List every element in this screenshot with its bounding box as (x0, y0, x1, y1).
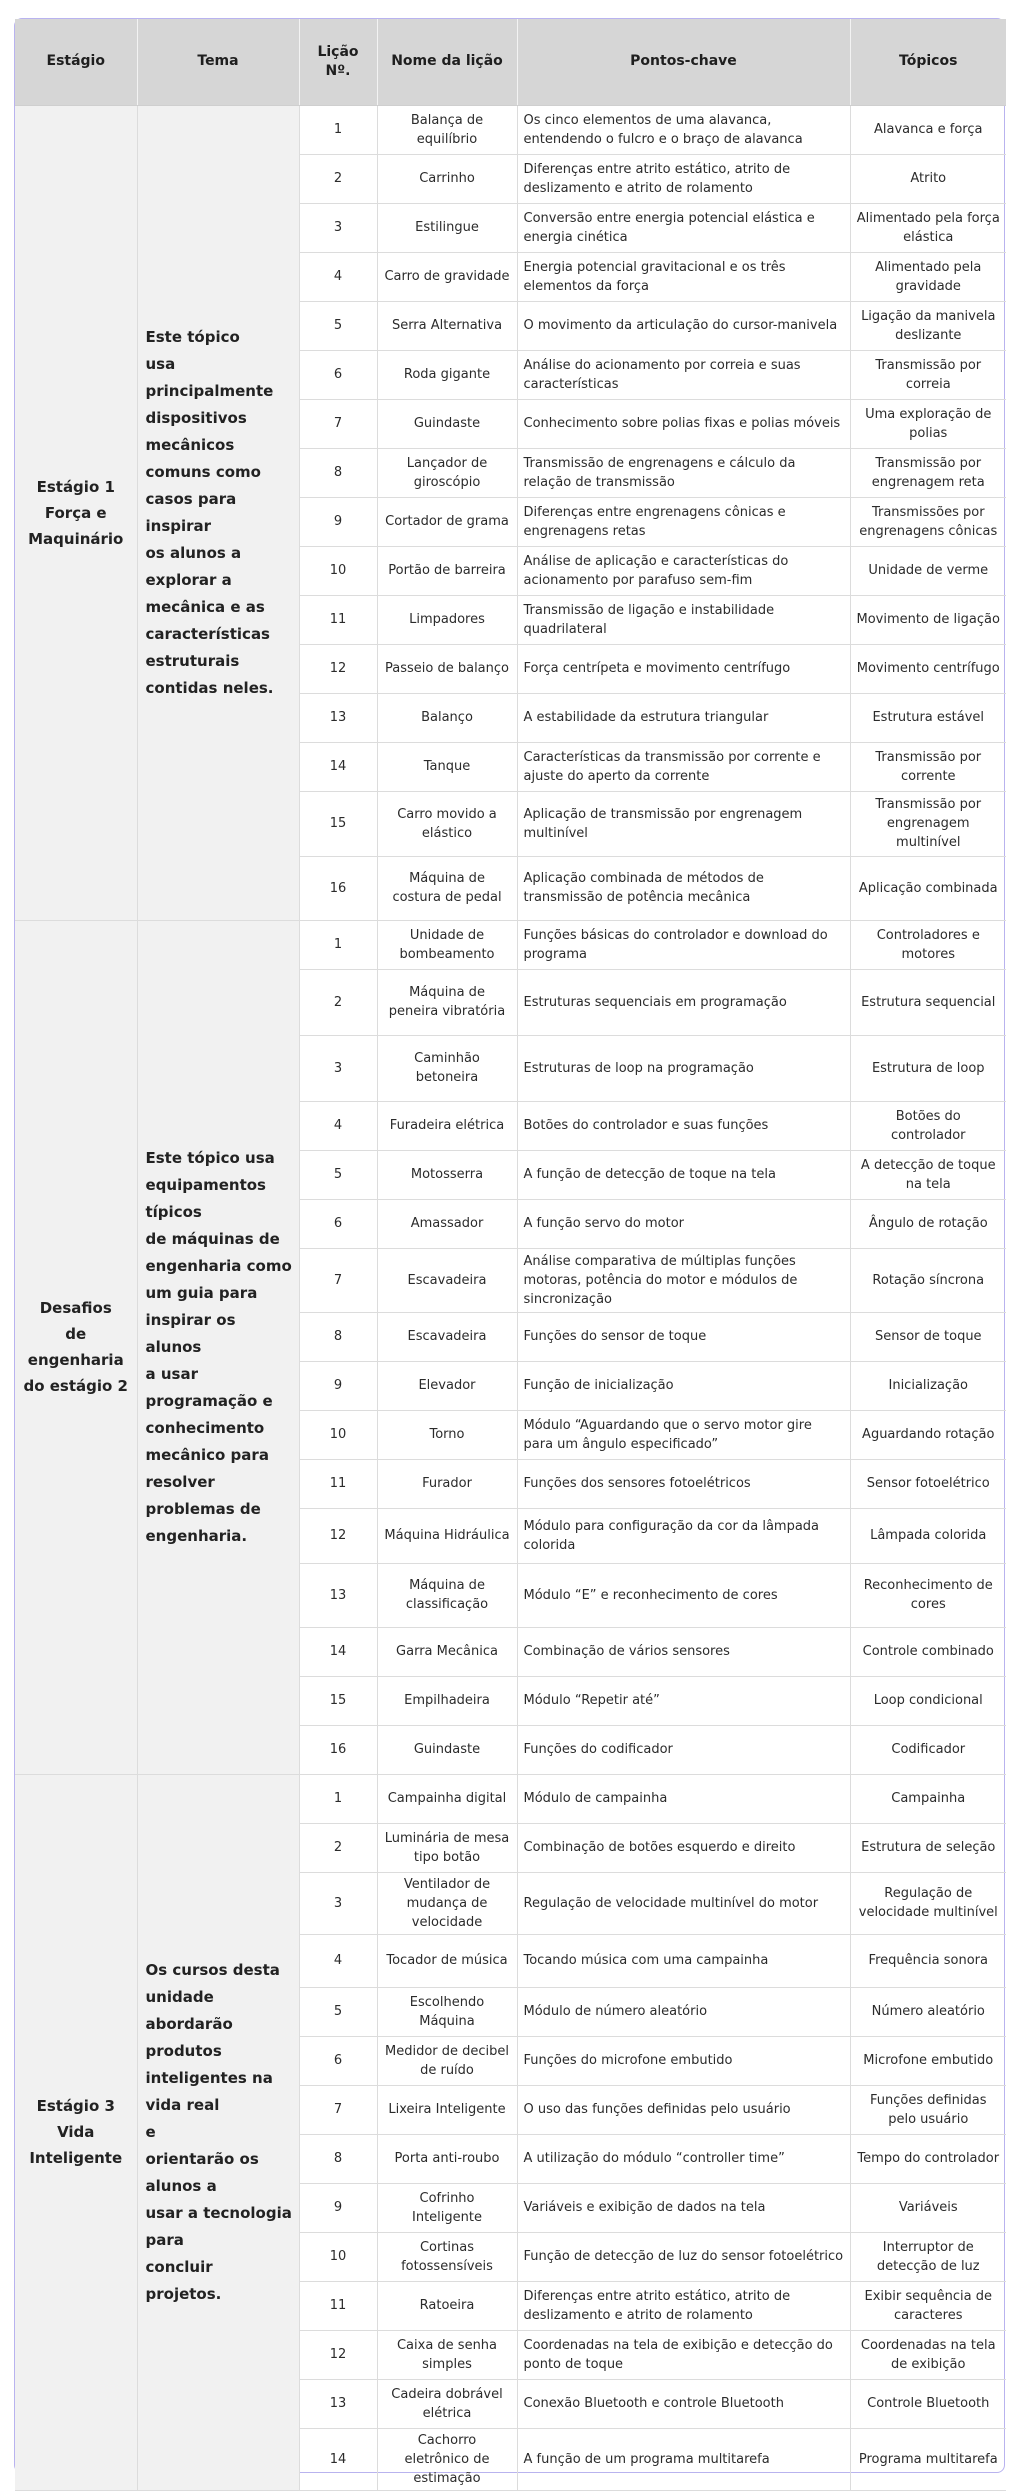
lesson-name: Máquina Hidráulica (377, 1508, 517, 1563)
lesson-number: 7 (299, 2085, 377, 2134)
lesson-number: 6 (299, 1199, 377, 1248)
lesson-key-points: Módulo “Aguardando que o servo motor gire para um ângulo especificado” (517, 1410, 850, 1459)
lesson-topic: Aplicação combinada (850, 856, 1006, 920)
lesson-name: Garra Mecânica (377, 1627, 517, 1676)
lesson-topic: Transmissão por engrenagem multinível (850, 791, 1006, 856)
lesson-name: Tanque (377, 742, 517, 791)
stage-theme: Os cursos desta unidade abordarão produtos inteligentes na vida real e orientarão os alunos a usar a tecnologia para concluir projetos. (137, 1774, 299, 2490)
lesson-number: 15 (299, 1676, 377, 1725)
lesson-key-points: Estruturas de loop na programação (517, 1035, 850, 1101)
lesson-name: Cachorro eletrônico de estimação (377, 2428, 517, 2490)
lesson-number: 13 (299, 693, 377, 742)
lesson-key-points: Tocando música com uma campainha (517, 1934, 850, 1987)
lesson-name: Carro movido a elástico (377, 791, 517, 856)
lesson-number: 2 (299, 1823, 377, 1872)
lesson-number: 11 (299, 595, 377, 644)
lesson-key-points: Módulo “Repetir até” (517, 1676, 850, 1725)
lesson-name: Cadeira dobrável elétrica (377, 2379, 517, 2428)
lesson-number: 1 (299, 105, 377, 154)
header-stage: Estágio (15, 19, 137, 105)
lesson-name: Medidor de decibel de ruído (377, 2036, 517, 2085)
lesson-key-points: Energia potencial gravitacional e os três elementos da força (517, 252, 850, 301)
lesson-topic: Inicialização (850, 1361, 1006, 1410)
lesson-name: Serra Alternativa (377, 301, 517, 350)
lesson-key-points: Funções básicas do controlador e download do programa (517, 920, 850, 969)
lesson-key-points: Aplicação combinada de métodos de transmissão de potência mecânica (517, 856, 850, 920)
lesson-topic: Alavanca e força (850, 105, 1006, 154)
header-key-points: Pontos-chave (517, 19, 850, 105)
lesson-topic: Número aleatório (850, 1987, 1006, 2036)
lesson-key-points: Variáveis e exibição de dados na tela (517, 2183, 850, 2232)
lesson-number: 5 (299, 1987, 377, 2036)
lesson-name: Luminária de mesa tipo botão (377, 1823, 517, 1872)
curriculum-table-frame (14, 18, 1005, 2486)
lesson-topic: Regulação de velocidade multinível (850, 1872, 1006, 1934)
lesson-number: 13 (299, 1563, 377, 1627)
lesson-key-points: Função de inicialização (517, 1361, 850, 1410)
stage-name: Estágio 3 Vida Inteligente (15, 1774, 137, 2490)
table-row (15, 1774, 1006, 1823)
lesson-topic: Codificador (850, 1725, 1006, 1774)
lesson-key-points: Botões do controlador e suas funções (517, 1101, 850, 1150)
header-lesson-number: Lição Nº. (299, 19, 377, 105)
lesson-name: Guindaste (377, 1725, 517, 1774)
lesson-number: 16 (299, 1725, 377, 1774)
lesson-number: 2 (299, 154, 377, 203)
lesson-name: Passeio de balanço (377, 644, 517, 693)
lesson-name: Cofrinho Inteligente (377, 2183, 517, 2232)
lesson-number: 10 (299, 1410, 377, 1459)
lesson-name: Máquina de classificação (377, 1563, 517, 1627)
lesson-key-points: Análise comparativa de múltiplas funções motoras, potência do motor e módulos de sincronização (517, 1248, 850, 1312)
lesson-topic: Interruptor de detecção de luz (850, 2232, 1006, 2281)
lesson-key-points: Diferenças entre engrenagens cônicas e engrenagens retas (517, 497, 850, 546)
lesson-key-points: Função de detecção de luz do sensor fotoelétrico (517, 2232, 850, 2281)
lesson-name: Motosserra (377, 1150, 517, 1199)
lesson-name: Portão de barreira (377, 546, 517, 595)
lesson-name: Cortinas fotossensíveis (377, 2232, 517, 2281)
lesson-name: Máquina de costura de pedal (377, 856, 517, 920)
lesson-name: Cortador de grama (377, 497, 517, 546)
lesson-key-points: O uso das funções definidas pelo usuário (517, 2085, 850, 2134)
lesson-number: 7 (299, 1248, 377, 1312)
lesson-number: 1 (299, 1774, 377, 1823)
lesson-name: Roda gigante (377, 350, 517, 399)
lesson-number: 9 (299, 1361, 377, 1410)
lesson-name: Porta anti-roubo (377, 2134, 517, 2183)
lesson-key-points: Funções dos sensores fotoelétricos (517, 1459, 850, 1508)
lesson-key-points: Análise do acionamento por correia e suas características (517, 350, 850, 399)
lesson-topic: Controladores e motores (850, 920, 1006, 969)
lesson-number: 10 (299, 546, 377, 595)
lesson-name: Escavadeira (377, 1312, 517, 1361)
header-theme: Tema (137, 19, 299, 105)
lesson-topic: Transmissão por engrenagem reta (850, 448, 1006, 497)
lesson-number: 5 (299, 1150, 377, 1199)
lesson-topic: Transmissão por correia (850, 350, 1006, 399)
lesson-number: 14 (299, 742, 377, 791)
lesson-number: 11 (299, 1459, 377, 1508)
lesson-number: 11 (299, 2281, 377, 2330)
lesson-number: 3 (299, 203, 377, 252)
lesson-topic: Movimento de ligação (850, 595, 1006, 644)
header-lesson-name: Nome da lição (377, 19, 517, 105)
lesson-number: 5 (299, 301, 377, 350)
lesson-topic: Alimentado pela força elástica (850, 203, 1006, 252)
lesson-name: Escolhendo Máquina (377, 1987, 517, 2036)
lesson-topic: Programa multitarefa (850, 2428, 1006, 2490)
lesson-name: Campainha digital (377, 1774, 517, 1823)
lesson-number: 12 (299, 1508, 377, 1563)
lesson-topic: Variáveis (850, 2183, 1006, 2232)
lesson-name: Empilhadeira (377, 1676, 517, 1725)
lesson-topic: Uma exploração de polias (850, 399, 1006, 448)
lesson-topic: Loop condicional (850, 1676, 1006, 1725)
lesson-key-points: Combinação de botões esquerdo e direito (517, 1823, 850, 1872)
lesson-name: Carro de gravidade (377, 252, 517, 301)
lesson-number: 14 (299, 1627, 377, 1676)
header-row (15, 19, 1006, 105)
lesson-topic: Coordenadas na tela de exibição (850, 2330, 1006, 2379)
lesson-number: 12 (299, 2330, 377, 2379)
lesson-number: 1 (299, 920, 377, 969)
lesson-name: Furadeira elétrica (377, 1101, 517, 1150)
curriculum-table (15, 19, 1006, 2491)
table-body (15, 105, 1006, 2490)
lesson-number: 14 (299, 2428, 377, 2490)
lesson-number: 8 (299, 448, 377, 497)
lesson-name: Tocador de música (377, 1934, 517, 1987)
lesson-number: 3 (299, 1872, 377, 1934)
lesson-key-points: Funções do sensor de toque (517, 1312, 850, 1361)
lesson-key-points: Transmissão de engrenagens e cálculo da relação de transmissão (517, 448, 850, 497)
lesson-topic: Sensor de toque (850, 1312, 1006, 1361)
lesson-key-points: A função de detecção de toque na tela (517, 1150, 850, 1199)
lesson-number: 13 (299, 2379, 377, 2428)
lesson-key-points: Funções do microfone embutido (517, 2036, 850, 2085)
lesson-number: 4 (299, 252, 377, 301)
lesson-key-points: Conversão entre energia potencial elástica e energia cinética (517, 203, 850, 252)
lesson-number: 12 (299, 644, 377, 693)
lesson-topic: Ângulo de rotação (850, 1199, 1006, 1248)
lesson-key-points: Conexão Bluetooth e controle Bluetooth (517, 2379, 850, 2428)
lesson-key-points: Coordenadas na tela de exibição e detecção do ponto de toque (517, 2330, 850, 2379)
lesson-topic: Estrutura de seleção (850, 1823, 1006, 1872)
lesson-key-points: A estabilidade da estrutura triangular (517, 693, 850, 742)
lesson-topic: Tempo do controlador (850, 2134, 1006, 2183)
lesson-name: Lixeira Inteligente (377, 2085, 517, 2134)
lesson-key-points: Conhecimento sobre polias fixas e polias móveis (517, 399, 850, 448)
lesson-key-points: A função de um programa multitarefa (517, 2428, 850, 2490)
lesson-key-points: Estruturas sequenciais em programação (517, 969, 850, 1035)
lesson-topic: Controle Bluetooth (850, 2379, 1006, 2428)
lesson-topic: Campainha (850, 1774, 1006, 1823)
lesson-topic: Reconhecimento de cores (850, 1563, 1006, 1627)
lesson-number: 3 (299, 1035, 377, 1101)
lesson-topic: Lâmpada colorida (850, 1508, 1006, 1563)
stage-name: Desafios de engenharia do estágio 2 (15, 920, 137, 1774)
lesson-key-points: Características da transmissão por corrente e ajuste do aperto da corrente (517, 742, 850, 791)
lesson-topic: Exibir sequência de caracteres (850, 2281, 1006, 2330)
lesson-name: Furador (377, 1459, 517, 1508)
table-row (15, 105, 1006, 154)
lesson-key-points: Transmissão de ligação e instabilidade quadrilateral (517, 595, 850, 644)
stage-name: Estágio 1 Força e Maquinário (15, 105, 137, 920)
lesson-number: 15 (299, 791, 377, 856)
lesson-key-points: Funções do codificador (517, 1725, 850, 1774)
lesson-number: 4 (299, 1934, 377, 1987)
lesson-name: Escavadeira (377, 1248, 517, 1312)
lesson-number: 9 (299, 2183, 377, 2232)
lesson-key-points: Módulo de campainha (517, 1774, 850, 1823)
lesson-topic: Movimento centrífugo (850, 644, 1006, 693)
lesson-name: Lançador de giroscópio (377, 448, 517, 497)
lesson-name: Limpadores (377, 595, 517, 644)
lesson-topic: Atrito (850, 154, 1006, 203)
lesson-key-points: Força centrípeta e movimento centrífugo (517, 644, 850, 693)
lesson-topic: Aguardando rotação (850, 1410, 1006, 1459)
stage-theme: Este tópico usa equipamentos típicos de máquinas de engenharia como um guia para inspirar os alunos a usar programação e conhecimento mecânico para resolver problemas de engenharia. (137, 920, 299, 1774)
lesson-topic: A detecção de toque na tela (850, 1150, 1006, 1199)
lesson-name: Balanço (377, 693, 517, 742)
lesson-topic: Unidade de verme (850, 546, 1006, 595)
lesson-number: 8 (299, 2134, 377, 2183)
lesson-key-points: Módulo “E” e reconhecimento de cores (517, 1563, 850, 1627)
lesson-topic: Estrutura de loop (850, 1035, 1006, 1101)
lesson-topic: Funções definidas pelo usuário (850, 2085, 1006, 2134)
lesson-topic: Transmissão por corrente (850, 742, 1006, 791)
lesson-key-points: Módulo para configuração da cor da lâmpada colorida (517, 1508, 850, 1563)
stage-theme: Este tópico usa principalmente dispositivos mecânicos comuns como casos para inspirar os alunos a explorar a mecânica e as características estruturais contidas neles. (137, 105, 299, 920)
lesson-key-points: A utilização do módulo “controller time” (517, 2134, 850, 2183)
table-row (15, 920, 1006, 969)
lesson-key-points: Os cinco elementos de uma alavanca, entendendo o fulcro e o braço de alavanca (517, 105, 850, 154)
lesson-number: 6 (299, 350, 377, 399)
lesson-name: Ventilador de mudança de velocidade (377, 1872, 517, 1934)
lesson-number: 7 (299, 399, 377, 448)
lesson-name: Carrinho (377, 154, 517, 203)
lesson-key-points: Diferenças entre atrito estático, atrito de deslizamento e atrito de rolamento (517, 154, 850, 203)
lesson-key-points: Diferenças entre atrito estático, atrito de deslizamento e atrito de rolamento (517, 2281, 850, 2330)
lesson-topic: Transmissões por engrenagens cônicas (850, 497, 1006, 546)
lesson-key-points: A função servo do motor (517, 1199, 850, 1248)
lesson-name: Máquina de peneira vibratória (377, 969, 517, 1035)
lesson-number: 4 (299, 1101, 377, 1150)
lesson-name: Elevador (377, 1361, 517, 1410)
lesson-topic: Rotação síncrona (850, 1248, 1006, 1312)
lesson-number: 2 (299, 969, 377, 1035)
lesson-name: Estilingue (377, 203, 517, 252)
lesson-topic: Controle combinado (850, 1627, 1006, 1676)
lesson-name: Guindaste (377, 399, 517, 448)
lesson-number: 10 (299, 2232, 377, 2281)
lesson-name: Caminhão betoneira (377, 1035, 517, 1101)
lesson-topic: Botões do controlador (850, 1101, 1006, 1150)
lesson-topic: Microfone embutido (850, 2036, 1006, 2085)
lesson-key-points: Módulo de número aleatório (517, 1987, 850, 2036)
lesson-name: Unidade de bombeamento (377, 920, 517, 969)
lesson-topic: Estrutura sequencial (850, 969, 1006, 1035)
lesson-name: Caixa de senha simples (377, 2330, 517, 2379)
lesson-name: Torno (377, 1410, 517, 1459)
lesson-number: 8 (299, 1312, 377, 1361)
lesson-number: 9 (299, 497, 377, 546)
lesson-number: 16 (299, 856, 377, 920)
lesson-topic: Sensor fotoelétrico (850, 1459, 1006, 1508)
lesson-topic: Frequência sonora (850, 1934, 1006, 1987)
lesson-name: Amassador (377, 1199, 517, 1248)
lesson-topic: Estrutura estável (850, 693, 1006, 742)
lesson-name: Ratoeira (377, 2281, 517, 2330)
lesson-key-points: Combinação de vários sensores (517, 1627, 850, 1676)
lesson-key-points: Regulação de velocidade multinível do motor (517, 1872, 850, 1934)
lesson-key-points: O movimento da articulação do cursor-manivela (517, 301, 850, 350)
lesson-number: 6 (299, 2036, 377, 2085)
lesson-key-points: Análise de aplicação e características do acionamento por parafuso sem-fim (517, 546, 850, 595)
lesson-topic: Alimentado pela gravidade (850, 252, 1006, 301)
lesson-name: Balança de equilíbrio (377, 105, 517, 154)
lesson-key-points: Aplicação de transmissão por engrenagem multinível (517, 791, 850, 856)
header-topics: Tópicos (850, 19, 1006, 105)
lesson-topic: Ligação da manivela deslizante (850, 301, 1006, 350)
